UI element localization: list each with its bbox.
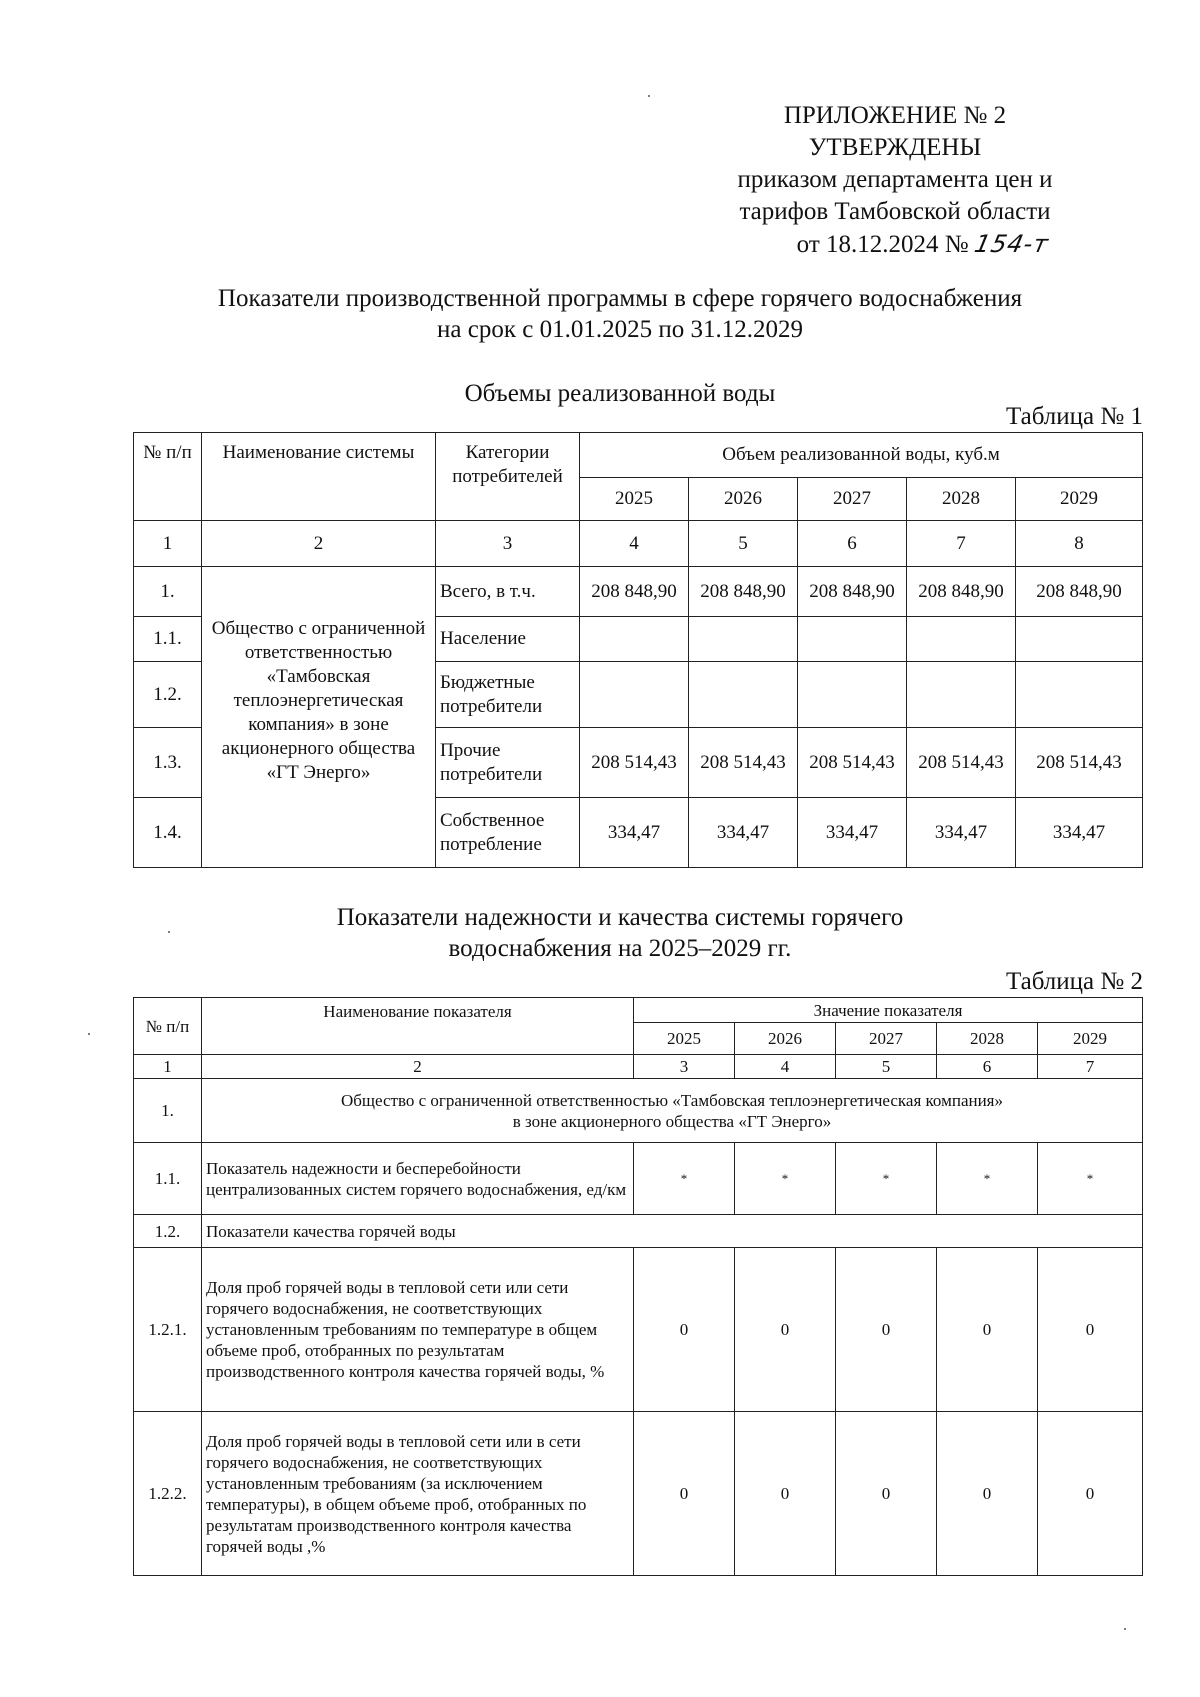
header-year: 2027 (836, 1023, 937, 1055)
approval-date-line (690, 228, 1100, 261)
table1-caption: Объемы реализованной воды (464, 380, 776, 407)
section-title-line1: Показатели надежности и качества системы горячего (336, 904, 904, 931)
header-year: 2025 (580, 478, 689, 521)
table-row (134, 1143, 1143, 1215)
row-category: Всего, в т.ч. (436, 567, 580, 617)
indicator-value: 0 (1038, 1412, 1143, 1576)
row-value (798, 662, 907, 728)
header-category: Категории потребителей (436, 433, 580, 521)
row-value: 334,47 (798, 798, 907, 868)
indicator-value: * (937, 1143, 1038, 1215)
row-value: 208 848,90 (580, 567, 689, 617)
scan-speck (168, 931, 170, 933)
page-title-line1: Показатели производственной программы в сфере горячего водоснабжения (217, 285, 1023, 312)
header-indicator-value: Значение показателя (634, 998, 1143, 1023)
row-num: 1.2.2. (134, 1412, 202, 1576)
indicator-value: 0 (836, 1248, 937, 1412)
row-value: 208 848,90 (689, 567, 798, 617)
indicator-group-name: Показатели качества горячей воды (202, 1215, 1143, 1248)
scan-speck (88, 1033, 90, 1035)
row-value: 334,47 (580, 798, 689, 868)
indicator-value: 0 (735, 1412, 836, 1576)
row-category: Прочие потребители (436, 728, 580, 798)
row-num: 1.1. (134, 1143, 202, 1215)
indicator-value: * (735, 1143, 836, 1215)
col-number: 1 (134, 1055, 202, 1079)
appendix-label: ПРИЛОЖЕНИЕ № 2 (783, 102, 1007, 129)
row-value: 334,47 (1016, 798, 1143, 868)
organization-name-line1: Общество с ограниченной ответственностью «Тамбовская теплоэнергетическая компания» (340, 1090, 1004, 1110)
row-value (1016, 662, 1143, 728)
indicator-value: * (1038, 1143, 1143, 1215)
header-num: № п/п (134, 998, 202, 1055)
row-category: Собственное потребление (436, 798, 580, 868)
table-row (134, 567, 1143, 617)
col-number: 5 (689, 521, 798, 567)
row-value: 208 514,43 (580, 728, 689, 798)
row-value: 208 514,43 (689, 728, 798, 798)
row-value (907, 617, 1016, 662)
header-year: 2026 (689, 478, 798, 521)
section-title-line2: водоснабжения на 2025–2029 гг. (448, 935, 792, 962)
row-num: 1.2. (134, 662, 202, 728)
row-num: 1.1. (134, 617, 202, 662)
row-num: 1. (134, 1079, 202, 1143)
header-year: 2026 (735, 1023, 836, 1055)
header-year: 2027 (798, 478, 907, 521)
row-value (1016, 617, 1143, 662)
approval-date: от 18.12.2024 № (796, 231, 975, 258)
header-year: 2025 (634, 1023, 735, 1055)
row-num: 1.2. (134, 1215, 202, 1248)
row-value: 208 848,90 (1016, 567, 1143, 617)
header-year: 2029 (1016, 478, 1143, 521)
header-system: Наименование системы (202, 433, 436, 521)
row-value (689, 617, 798, 662)
table-row (134, 1248, 1143, 1412)
header-indicator-name: Наименование показателя (202, 998, 634, 1055)
row-category: Население (436, 617, 580, 662)
col-number: 7 (1038, 1055, 1143, 1079)
indicator-name: Доля проб горячей воды в тепловой сети или сети горячего водоснабжения, не соответствующих установленным требованиям по температуре в общем объеме проб, отобранных по результатам производственного контроля качества горячей воды, % (202, 1248, 634, 1412)
scan-speck (1124, 1628, 1126, 1630)
table2-label: Таблица № 2 (1005, 968, 1143, 995)
col-number: 4 (580, 521, 689, 567)
page-title-line2: на срок с 01.01.2025 по 31.12.2029 (437, 316, 803, 343)
row-num: 1.3. (134, 728, 202, 798)
row-value (580, 617, 689, 662)
header-year: 2028 (907, 478, 1016, 521)
table-row (134, 1079, 1143, 1143)
row-value: 208 848,90 (798, 567, 907, 617)
approval-order-line: приказом департамента цен и (737, 166, 1053, 193)
indicator-value: 0 (937, 1248, 1038, 1412)
row-value: 208 514,43 (798, 728, 907, 798)
table1-label: Таблица № 1 (1005, 403, 1143, 430)
indicator-value: 0 (634, 1248, 735, 1412)
col-number: 4 (735, 1055, 836, 1079)
indicator-value: 0 (634, 1412, 735, 1576)
col-number: 3 (634, 1055, 735, 1079)
header-num: № п/п (134, 433, 202, 521)
col-number: 6 (798, 521, 907, 567)
row-value (907, 662, 1016, 728)
system-name: Общество с ограниченной ответственностью «Тамбовская теплоэнергетическая компания» в зоне акционерного общества «ГТ Энерго» (202, 567, 436, 868)
header-year: 2028 (937, 1023, 1038, 1055)
row-num: 1.2.1. (134, 1248, 202, 1412)
row-num: 1.4. (134, 798, 202, 868)
water-volume-table (133, 432, 1143, 868)
handwritten-order-number: 154-т (971, 230, 1052, 258)
col-number: 7 (907, 521, 1016, 567)
indicator-value: 0 (735, 1248, 836, 1412)
section-title (100, 902, 1140, 964)
approval-authority-line: тарифов Тамбовской области (739, 198, 1051, 225)
row-value: 334,47 (907, 798, 1016, 868)
row-value (580, 662, 689, 728)
organization-name-line2: в зоне акционерного общества «ГТ Энерго» (512, 1111, 832, 1131)
row-value: 208 514,43 (907, 728, 1016, 798)
indicator-value: 0 (1038, 1248, 1143, 1412)
row-value (798, 617, 907, 662)
col-number: 1 (134, 521, 202, 567)
col-number: 3 (436, 521, 580, 567)
col-number: 5 (836, 1055, 937, 1079)
scan-speck (648, 95, 650, 97)
indicator-name: Доля проб горячей воды в тепловой сети или в сети горячего водоснабжения, не соответствующих установленным требованиям (за исключением температуры), в общем объеме проб, отобранных по результатам производственного контроля качества горячей воды ,% (202, 1412, 634, 1576)
indicator-value: * (836, 1143, 937, 1215)
row-value: 334,47 (689, 798, 798, 868)
approval-block (690, 100, 1100, 261)
indicator-name: Показатель надежности и бесперебойности централизованных систем горячего водоснабжения, ед/км (202, 1143, 634, 1215)
quality-indicators-table (133, 997, 1143, 1576)
approved-label: УТВЕРЖДЕНЫ (808, 134, 982, 161)
table-row (134, 1215, 1143, 1248)
indicator-value: 0 (937, 1412, 1038, 1576)
col-number: 8 (1016, 521, 1143, 567)
row-category: Бюджетные потребители (436, 662, 580, 728)
col-number: 2 (202, 521, 436, 567)
row-value (689, 662, 798, 728)
header-volume: Объем реализованной воды, куб.м (580, 433, 1143, 478)
col-number: 6 (937, 1055, 1038, 1079)
header-year: 2029 (1038, 1023, 1143, 1055)
table-row (134, 1412, 1143, 1576)
row-value: 208 514,43 (1016, 728, 1143, 798)
row-num: 1. (134, 567, 202, 617)
indicator-value: * (634, 1143, 735, 1215)
row-value: 208 848,90 (907, 567, 1016, 617)
indicator-value: 0 (836, 1412, 937, 1576)
organization-name (202, 1079, 1143, 1143)
page-title (100, 283, 1140, 345)
col-number: 2 (202, 1055, 634, 1079)
